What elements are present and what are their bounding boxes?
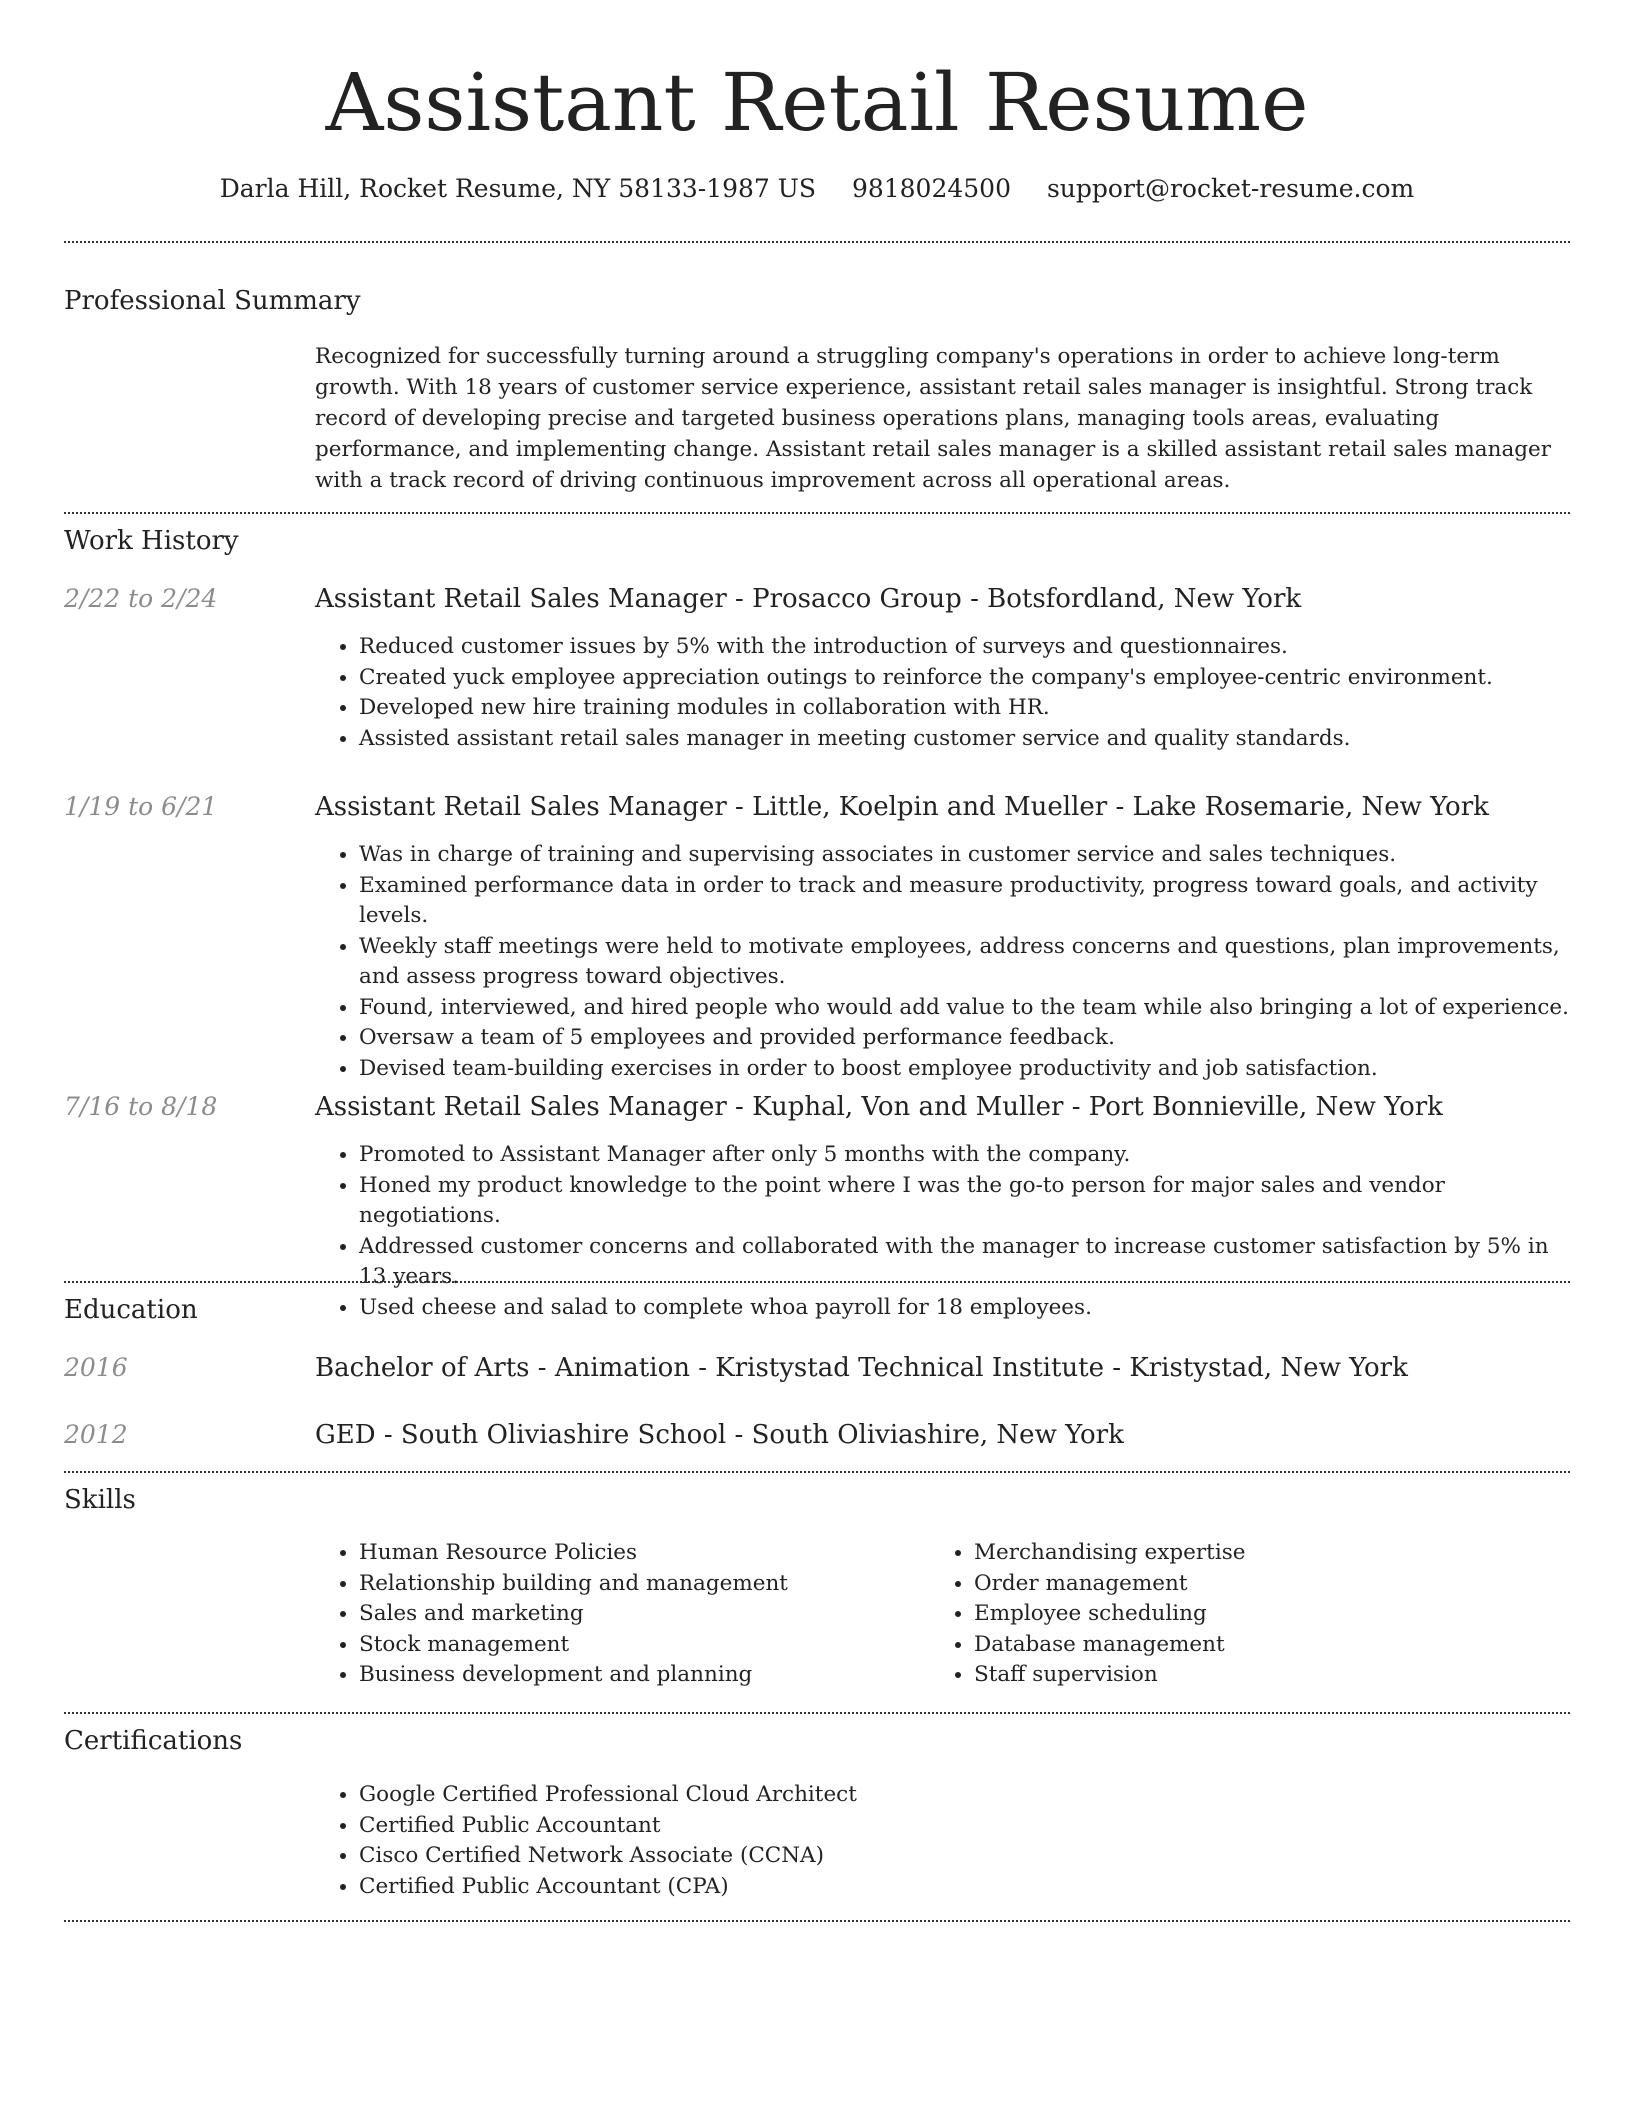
divider (64, 241, 1570, 243)
job-title: Assistant Retail Sales Manager - Little, Koelpin and Mueller - Lake Rosemarie, New York (315, 792, 1489, 822)
job-dates: 1/19 to 6/21 (64, 792, 218, 821)
list-item: • Assisted assistant retail sales manager in meeting customer service and quality standards. (359, 724, 1570, 755)
certifications-list (315, 1780, 1570, 1902)
divider (64, 1471, 1570, 1473)
list-item: • Examined performance data in order to track and measure productivity, progress toward goals, and activity levels. (359, 871, 1570, 932)
list-item: • Stock management (359, 1630, 915, 1661)
list-item: • Addressed customer concerns and collaborated with the manager to increase customer satisfaction by 5% in 13 years. (359, 1232, 1570, 1293)
divider (64, 1920, 1570, 1922)
job-dates: 7/16 to 8/18 (64, 1092, 218, 1121)
list-item: • Honed my product knowledge to the point where I was the go-to person for major sales and vendor negotiations. (359, 1171, 1570, 1232)
job-bullets (315, 1140, 1570, 1323)
list-item: • Cisco Certified Network Associate (CCNA) (359, 1841, 1570, 1872)
list-item: • Promoted to Assistant Manager after only 5 months with the company. (359, 1140, 1570, 1171)
list-item: • Google Certified Professional Cloud Architect (359, 1780, 1570, 1811)
list-item: • Devised team-building exercises in order to boost employee productivity and job satisfaction. (359, 1054, 1570, 1085)
education-year: 2012 (64, 1420, 128, 1449)
certifications-heading: Certifications (64, 1726, 243, 1756)
divider (64, 1281, 1570, 1283)
contact-phone: 9818024500 (851, 174, 1011, 203)
contact-address: Darla Hill, Rocket Resume, NY 58133-1987 US (219, 174, 816, 203)
list-item: • Weekly staff meetings were held to motivate employees, address concerns and questions, plan improvements, and assess progress toward objectives. (359, 932, 1570, 993)
education-year: 2016 (64, 1353, 128, 1382)
skills-list-left (315, 1538, 915, 1691)
education-heading: Education (64, 1295, 198, 1325)
list-item: • Was in charge of training and supervising associates in customer service and sales techniques. (359, 840, 1570, 871)
list-item: • Found, interviewed, and hired people who would add value to the team while also bringing a lot of experience. (359, 993, 1570, 1024)
list-item: • Order management (974, 1569, 1570, 1600)
list-item: • Certified Public Accountant (CPA) (359, 1872, 1570, 1903)
divider (64, 1712, 1570, 1714)
divider (64, 512, 1570, 514)
list-item: • Reduced customer issues by 5% with the introduction of surveys and questionnaires. (359, 632, 1570, 663)
job-title: Assistant Retail Sales Manager - Kuphal, Von and Muller - Port Bonnieville, New York (315, 1092, 1443, 1122)
list-item: • Staff supervision (974, 1660, 1570, 1691)
skills-heading: Skills (64, 1485, 136, 1515)
education-entry: GED - South Oliviashire School - South Oliviashire, New York (315, 1420, 1124, 1450)
list-item: • Human Resource Policies (359, 1538, 915, 1569)
list-item: • Developed new hire training modules in collaboration with HR. (359, 693, 1570, 724)
list-item: • Created yuck employee appreciation outings to reinforce the company's employee-centric environment. (359, 663, 1570, 694)
list-item: • Oversaw a team of 5 employees and provided performance feedback. (359, 1023, 1570, 1054)
list-item: • Merchandising expertise (974, 1538, 1570, 1569)
resume-title: Assistant Retail Resume (325, 56, 1309, 149)
job-bullets (315, 840, 1570, 1084)
education-entry: Bachelor of Arts - Animation - Kristystad Technical Institute - Kristystad, New York (315, 1353, 1408, 1383)
contact-line (64, 172, 1570, 206)
job-dates: 2/22 to 2/24 (64, 584, 218, 613)
list-item: • Business development and planning (359, 1660, 915, 1691)
contact-email: support@rocket-resume.com (1046, 174, 1415, 203)
work-history-heading: Work History (64, 526, 239, 556)
summary-heading: Professional Summary (64, 286, 361, 316)
list-item: • Sales and marketing (359, 1599, 915, 1630)
list-item: • Relationship building and management (359, 1569, 915, 1600)
list-item: • Certified Public Accountant (359, 1811, 1570, 1842)
job-bullets (315, 632, 1570, 754)
job-title: Assistant Retail Sales Manager - Prosacco Group - Botsfordland, New York (315, 584, 1302, 614)
summary-text: Recognized for successfully turning around a struggling company's operations in order to achieve long-term growth. With 18 years of customer service experience, assistant retail sales manager is insightful. Strong track record of developing precise and targeted business operations plans, managing tools areas, evaluating performance, and implementing change. Assistant retail sales manager is a skilled assistant retail sales manager with a track record of driving continuous improvement across all operational areas. (315, 344, 1552, 493)
skills-list-right (930, 1538, 1570, 1691)
list-item: • Used cheese and salad to complete whoa payroll for 18 employees. (359, 1293, 1570, 1324)
list-item: • Database management (974, 1630, 1570, 1661)
list-item: • Employee scheduling (974, 1599, 1570, 1630)
